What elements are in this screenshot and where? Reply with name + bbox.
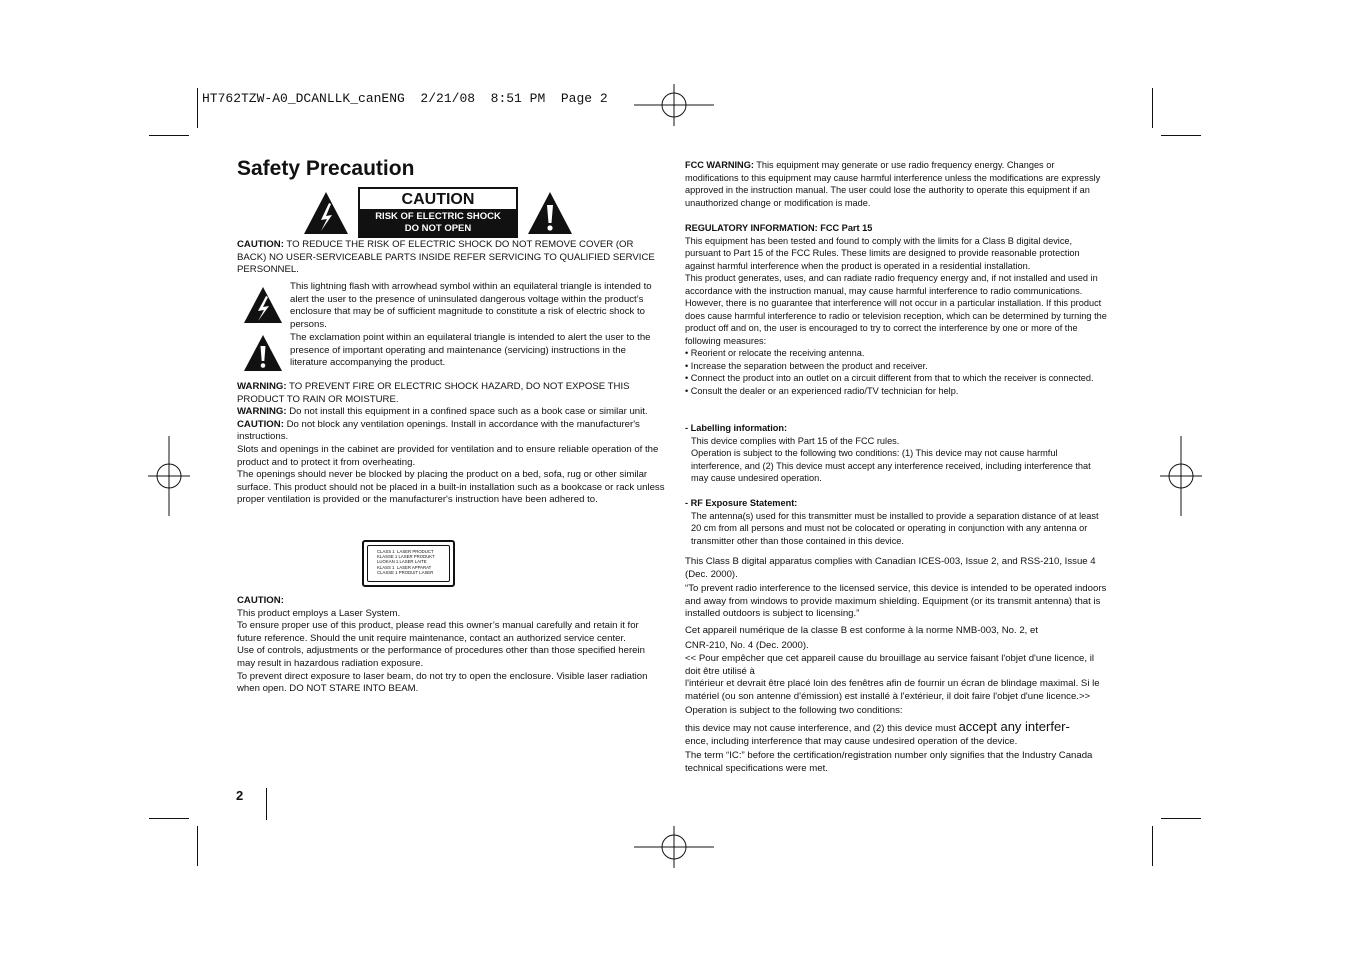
laser-caution-block xyxy=(237,595,665,696)
caution-text: Do not block any ventilation openings. Install in accordance with the manufacturer's instructions. xyxy=(237,418,640,443)
conditions-line: ence, including interference that may cause undesired operation of the device. xyxy=(685,735,1018,747)
margin-rule xyxy=(266,788,267,820)
measure-item: • Connect the product into an outlet on a circuit different from that to which the receiver is connected. xyxy=(685,373,1094,383)
registration-mark-right xyxy=(1160,436,1202,516)
rf-exposure-heading: - RF Exposure Statement: xyxy=(685,498,798,508)
labelling-paragraph: This device complies with Part 15 of the FCC rules. xyxy=(691,435,900,446)
registration-mark-bottom xyxy=(634,826,714,868)
crop-mark xyxy=(197,826,198,866)
warning-fire xyxy=(237,381,665,406)
fcc-warning-text: This equipment may generate or use radio frequency energy. Changes or modifications to this equipment may cause harmful interference unless the modifications are expressly approved in the instruction manual. The user could lose the authority to operate this equipment if an unauthorized change or modification is made. xyxy=(685,160,1101,208)
crop-mark xyxy=(1161,135,1201,136)
crop-mark xyxy=(197,88,198,128)
caution-statement-label: CAUTION: xyxy=(237,239,284,250)
regulatory-section xyxy=(685,222,1110,397)
crop-mark xyxy=(149,818,189,819)
laser-paragraph: This product employs a Laser System. xyxy=(237,607,401,619)
caution-label xyxy=(358,187,518,238)
laser-paragraph: To ensure proper use of this product, please read this owner’s manual carefully and retain it for future reference. Should the unit require maintenance, contact an authorized service center. xyxy=(237,620,639,644)
page-number: 2 xyxy=(236,788,244,803)
fcc-warning-label: FCC WARNING: xyxy=(685,160,754,170)
conditions-text: this device may not cause interference, and (2) this device must xyxy=(685,722,959,734)
file-header: HT762TZW-A0_DCANLLK_canENG 2/21/08 8:51 PM Page 2 xyxy=(202,91,608,106)
caution-label-band xyxy=(360,209,516,236)
warning-text: Do not install this equipment in a confined space such as a book case or similar unit. xyxy=(286,406,648,418)
labelling-section xyxy=(685,422,1110,485)
caution-label-line1: RISK OF ELECTRIC SHOCK xyxy=(375,211,501,222)
french-line: CNR-210, No. 4 (Dec. 2000). xyxy=(685,639,809,651)
registration-mark-top xyxy=(634,84,714,126)
fcc-warning xyxy=(685,159,1110,209)
measure-item: • Increase the separation between the product and receiver. xyxy=(685,360,928,371)
caution-label-title: CAUTION xyxy=(401,191,475,208)
measure-item: • Consult the dealer or an experienced radio/TV technician for help. xyxy=(685,385,959,396)
exclamation-triangle-icon xyxy=(526,190,574,236)
classb-paragraph: This Class B digital apparatus complies with Canadian ICES-003, Issue 2, and RSS-210, Issue 4 (Dec. 2000). xyxy=(685,556,1096,580)
caution-statement-text: TO REDUCE THE RISK OF ELECTRIC SHOCK DO NOT REMOVE COVER (OR BACK) NO USER-SERVICEABLE PARTS INSIDE REFER SERVICING TO QUALIFIED SERVICE PERSONNEL. xyxy=(237,239,655,276)
crop-mark xyxy=(1152,826,1153,866)
laser-paragraph: To prevent direct exposure to laser beam, do not try to open the enclosure. Visible laser radiation when open. DO NOT STARE INTO BEAM. xyxy=(237,670,648,695)
slots-paragraph: Slots and openings in the cabinet are provided for ventilation and to ensure reliable operation of the product and to protect it from overheating. xyxy=(237,443,659,468)
french-line: << Pour empêcher que cet appareil cause du brouillage au service faisant l'objet d'une licence, il doit être utilisé à xyxy=(685,652,1094,677)
caution-label-line2: DO NOT OPEN xyxy=(404,223,472,234)
warning-confined xyxy=(237,406,665,419)
conditions-line xyxy=(685,718,1110,736)
measure-item: • Reorient or relocate the receiving antenna. xyxy=(685,348,865,358)
regulatory-paragraph: This product generates, uses, and can radiate radio frequency energy and, if not installed and used in accordance with the instruction manual, may cause harmful interference to radio communications. However, there is no guarantee that interference will not occur in a particular installation. If this product does cause harmful interference to radio or television reception, which can be determined by turning the product off and on, the user is encouraged to try to correct the interference by one or more of the following measures: xyxy=(685,273,1107,346)
lightning-triangle-icon xyxy=(302,190,350,236)
warning-text: TO PREVENT FIRE OR ELECTRIC SHOCK HAZARD, DO NOT EXPOSE THIS PRODUCT TO RAIN OR MOISTURE. xyxy=(237,381,630,405)
french-line: l'intérieur et devrait être placé loin des fenêtres afin de fournir un écran de blindage maximal. Si le matériel (ou son antenne d'émission) est installé à l'extérieur, il doit faire l'objet d'une licence.>> xyxy=(685,678,1100,702)
regulatory-heading: REGULATORY INFORMATION: FCC Part 15 xyxy=(685,223,873,233)
crop-mark xyxy=(149,135,189,136)
registration-mark-left xyxy=(148,436,190,516)
labelling-heading: - Labelling information: xyxy=(685,423,788,433)
warning-label: WARNING: xyxy=(237,381,287,392)
laser-paragraph: Use of controls, adjustments or the performance of procedures other than those specified herein may result in hazardous radiation exposure. xyxy=(237,645,645,669)
openings-paragraph: The openings should never be blocked by placing the product on a bed, sofa, rug or other similar surface. This product should not be placed in a built-in installation such as a bookcase or rack unless proper ventilation is provided or the manufacturer's instruction have been adhered to. xyxy=(237,469,665,506)
exclamation-triangle-icon xyxy=(242,333,284,373)
french-line: Cet appareil numérique de la classe B est conforme à la norme NMB-003, No. 2, et xyxy=(685,624,1039,636)
laser-caution-heading: CAUTION: xyxy=(237,595,284,606)
caution-ventilation xyxy=(237,419,665,444)
licensing-paragraph: “To prevent radio interference to the licensed service, this device is intended to be operated indoors and away from windows to provide maximum shielding. Equipment (or its transmit antenna) that is installed outdoors is subject to licensing.” xyxy=(685,583,1107,620)
laser-product-label xyxy=(362,540,455,587)
labelling-paragraph: Operation is subject to the following two conditions: (1) This device may not cause harmful interference, and (2) This device must accept any interference received, including interference that may cause undesired operation. xyxy=(691,448,1091,483)
page-title: Safety Precaution xyxy=(237,157,415,180)
caution-statement xyxy=(237,239,665,277)
crop-mark xyxy=(1161,818,1201,819)
crop-mark xyxy=(1152,88,1153,128)
laser-product-label-text: CLASS 1 LASER PRODUCT KLASSE 1 LASER PRODUKT LUOKAN 1 LASER LAITE KLASS 1 LASER APPARAT CLASSE 1 PRODUIT LASER xyxy=(367,545,450,582)
exclamation-explanation: The exclamation point within an equilateral triangle is intended to alert the user to the presence of important operating and maintenance (servicing) instructions in the literature accompanying the product. xyxy=(290,332,651,369)
conditions-intro: Operation is subject to the following two conditions: xyxy=(685,705,903,717)
ic-paragraph: The term “IC:” before the certification/registration number only signifies that the Industry Canada technical specifications were met. xyxy=(685,750,1093,774)
rf-exposure-paragraph: The antenna(s) used for this transmitter must be installed to provide a separation distance of at least 20 cm from all persons and must not be colocated or operating in conjunction with any antenna or transmitter other than those contained in this device. xyxy=(691,510,1099,546)
lightning-triangle-icon xyxy=(242,285,284,325)
warnings-block xyxy=(237,381,665,507)
canada-compliance xyxy=(685,556,1110,775)
warning-label: WARNING: xyxy=(237,406,287,418)
caution-label-text: CAUTION: xyxy=(237,418,284,430)
regulatory-paragraph: This equipment has been tested and found to comply with the limits for a Class B digital device, pursuant to Part 15 of the FCC Rules. These limits are designed to provide reasonable protection against harmful interference when the product is operated in a residential installation. xyxy=(685,235,1080,271)
rf-exposure-section xyxy=(685,497,1110,547)
conditions-text-large: accept any interfer- xyxy=(958,718,1070,734)
lightning-explanation: This lightning flash with arrowhead symbol within an equilateral triangle is intended to alert the user to the presence of uninsulated dangerous voltage within the product’s enclosure that may be of sufficient magnitude to constitute a risk of electric shock to persons. xyxy=(290,281,652,330)
